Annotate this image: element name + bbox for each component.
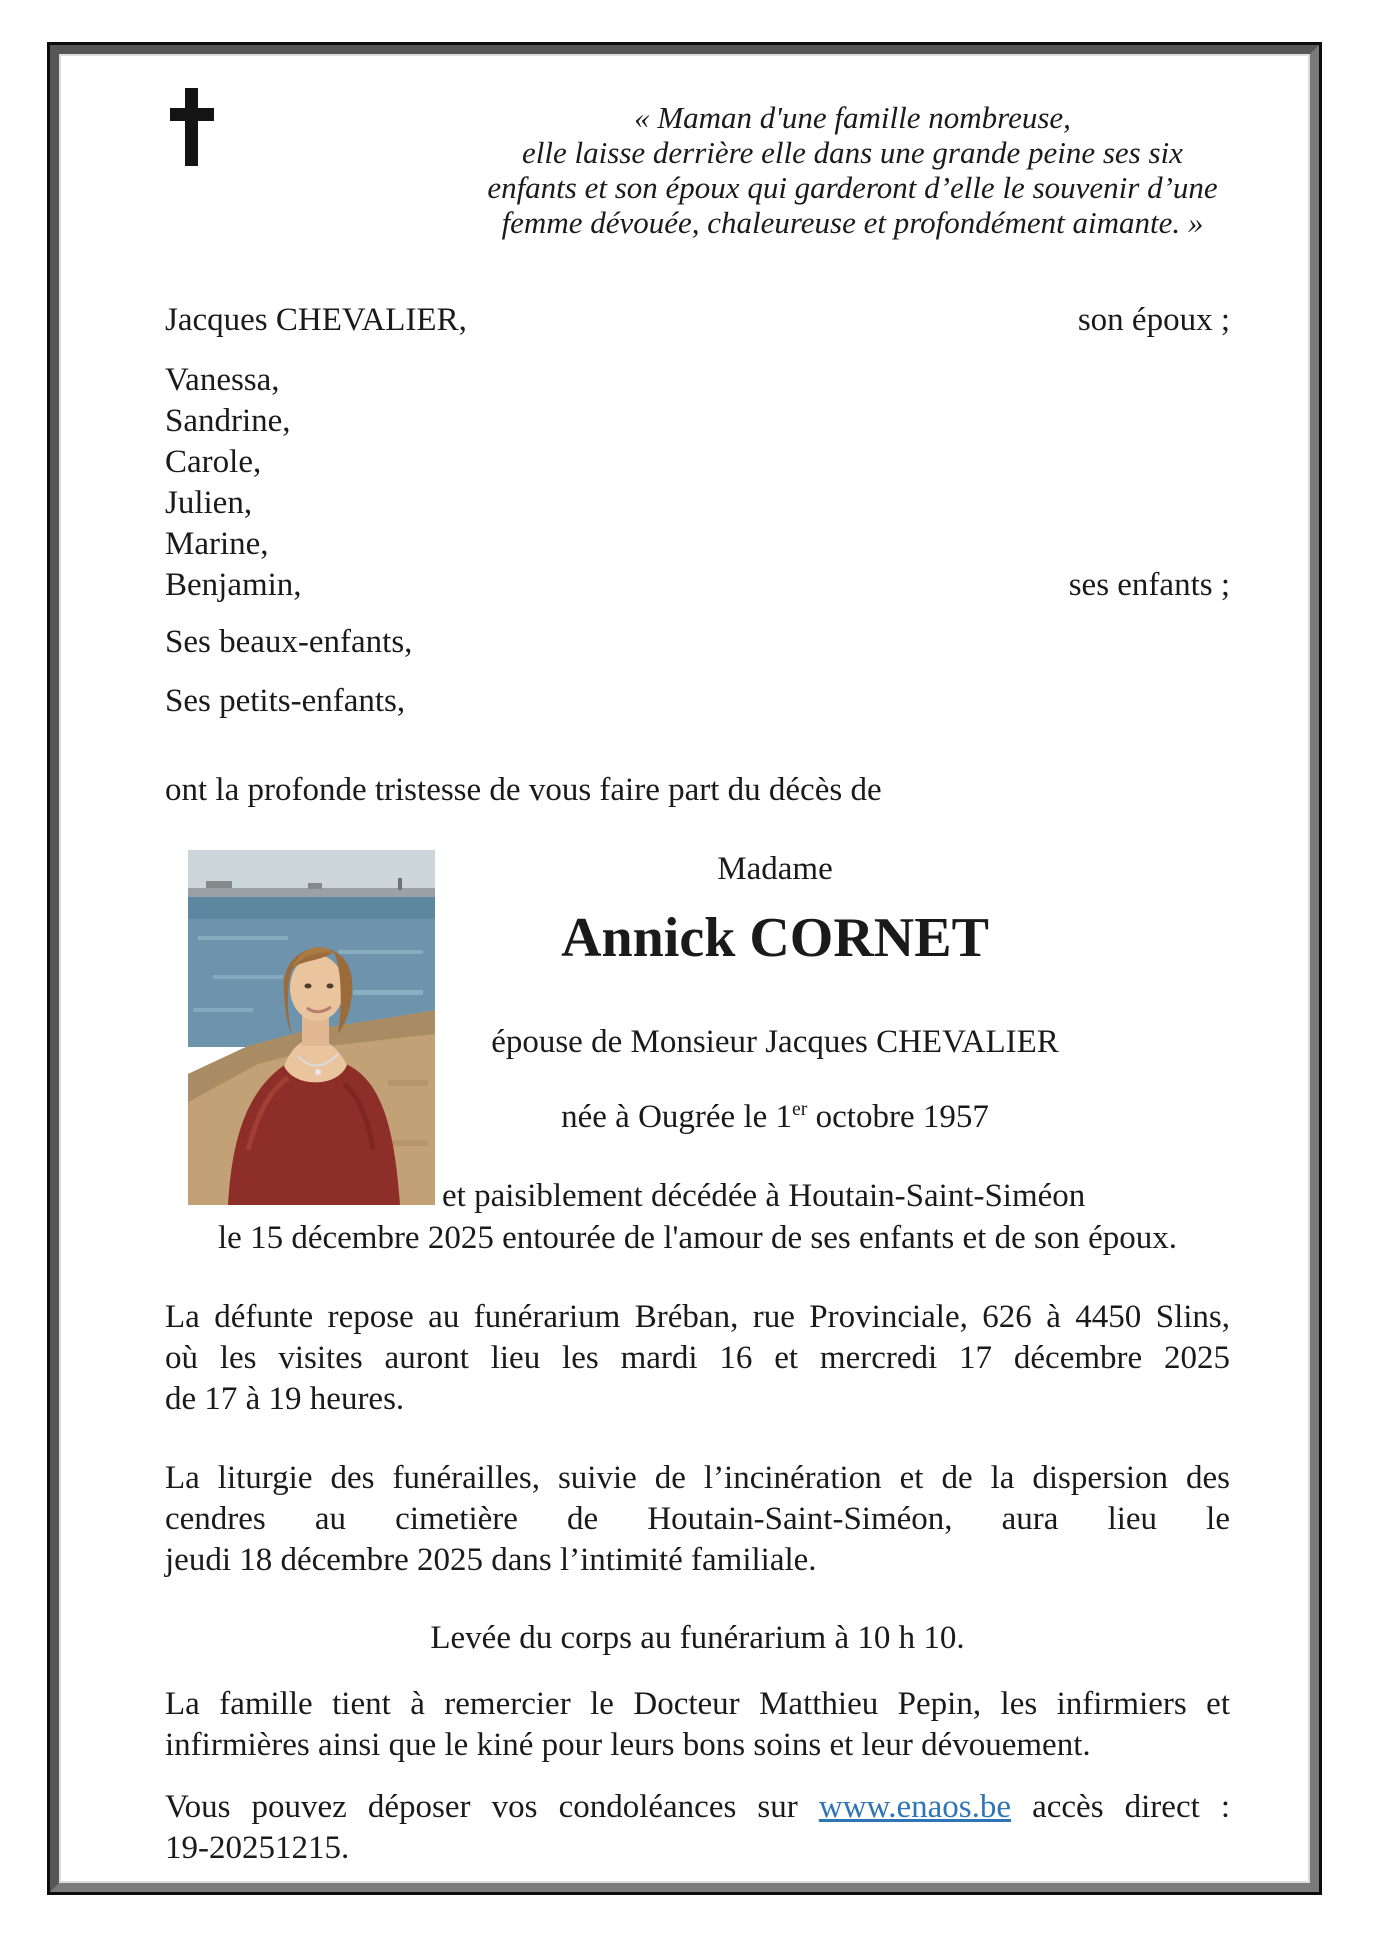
death-place-line: et paisiblement décédée à Houtain-Saint-Siméon	[442, 1178, 1086, 1214]
child-name: Marine,	[165, 526, 269, 562]
death-date-line: le 15 décembre 2025 entourée de l'amour de ses enfants et de son époux.	[218, 1220, 1177, 1256]
paragraph-line: infirmières ainsi que le kiné pour leurs bons soins et leur dévouement.	[165, 1727, 1091, 1763]
paragraph-line: où les visites auront lieu les mardi 16 et mercredi 17 décembre 2025	[165, 1340, 1230, 1376]
paragraph-line: La défunte repose au funérarium Bréban, rue Provinciale, 626 à 4450 Slins,	[165, 1299, 1230, 1335]
husband-relation: son époux ;	[1077, 302, 1230, 338]
announcement-intro: ont la profonde tristesse de vous faire part du décès de	[165, 772, 882, 808]
paragraph-line: cendres au cimetière de Houtain-Saint-Siméon, aura lieu le	[165, 1501, 1230, 1537]
child-name: Vanessa,	[165, 362, 280, 398]
child-name: Carole,	[165, 444, 262, 480]
children-list	[165, 360, 1230, 606]
condolences-reference: 19-20251215.	[165, 1830, 350, 1866]
step-children-line: Ses beaux-enfants,	[165, 624, 413, 660]
latin-cross-icon	[170, 88, 214, 166]
condolences-paragraph	[165, 1787, 1230, 1869]
memorial-quote	[450, 100, 1255, 240]
children-relation: ses enfants ;	[1068, 567, 1230, 603]
levee-line: Levée du corps au funérarium à 10 h 10.	[430, 1620, 965, 1656]
enaos-link[interactable]: www.enaos.be	[818, 1789, 1011, 1825]
condolences-line: Vous pouvez déposer vos condoléances sur www.enaos.be accès direct :	[165, 1789, 1231, 1825]
paragraph-line: La famille tient à remercier le Docteur Matthieu Pepin, les infirmiers et	[165, 1686, 1230, 1722]
paragraph-line: jeudi 18 décembre 2025 dans l’intimité familiale.	[165, 1542, 817, 1578]
paragraph-line: de 17 à 19 heures.	[165, 1381, 405, 1417]
husband-name: Jacques CHEVALIER,	[165, 302, 467, 338]
liturgy-paragraph	[165, 1458, 1230, 1581]
honorific: Madame	[717, 851, 833, 887]
children-relation-row	[165, 565, 1230, 606]
quote-line: « Maman d'une famille nombreuse,	[634, 100, 1071, 135]
quote-line: elle laisse derrière elle dans une grande peine ses six	[522, 135, 1183, 170]
ordinal-superscript: er	[792, 1098, 808, 1120]
child-name: Julien,	[165, 485, 253, 521]
quote-line: enfants et son époux qui garderont d’elle le souvenir d’une	[487, 170, 1218, 205]
child-name: Benjamin,	[165, 567, 302, 603]
thanks-paragraph	[165, 1684, 1230, 1766]
repose-paragraph	[165, 1297, 1230, 1420]
quote-line: femme dévouée, chaleureuse et profondément aimante. »	[501, 205, 1204, 240]
deceased-name: Annick CORNET	[561, 907, 989, 969]
paragraph-line: La liturgie des funérailles, suivie de l’incinération et de la dispersion des	[165, 1460, 1230, 1496]
spouse-line: épouse de Monsieur Jacques CHEVALIER	[491, 1024, 1059, 1060]
birth-line: née à Ougrée le 1er octobre 1957	[561, 1098, 989, 1135]
child-name: Sandrine,	[165, 403, 291, 439]
husband-row	[165, 300, 1230, 341]
grand-children-line: Ses petits-enfants,	[165, 683, 406, 719]
